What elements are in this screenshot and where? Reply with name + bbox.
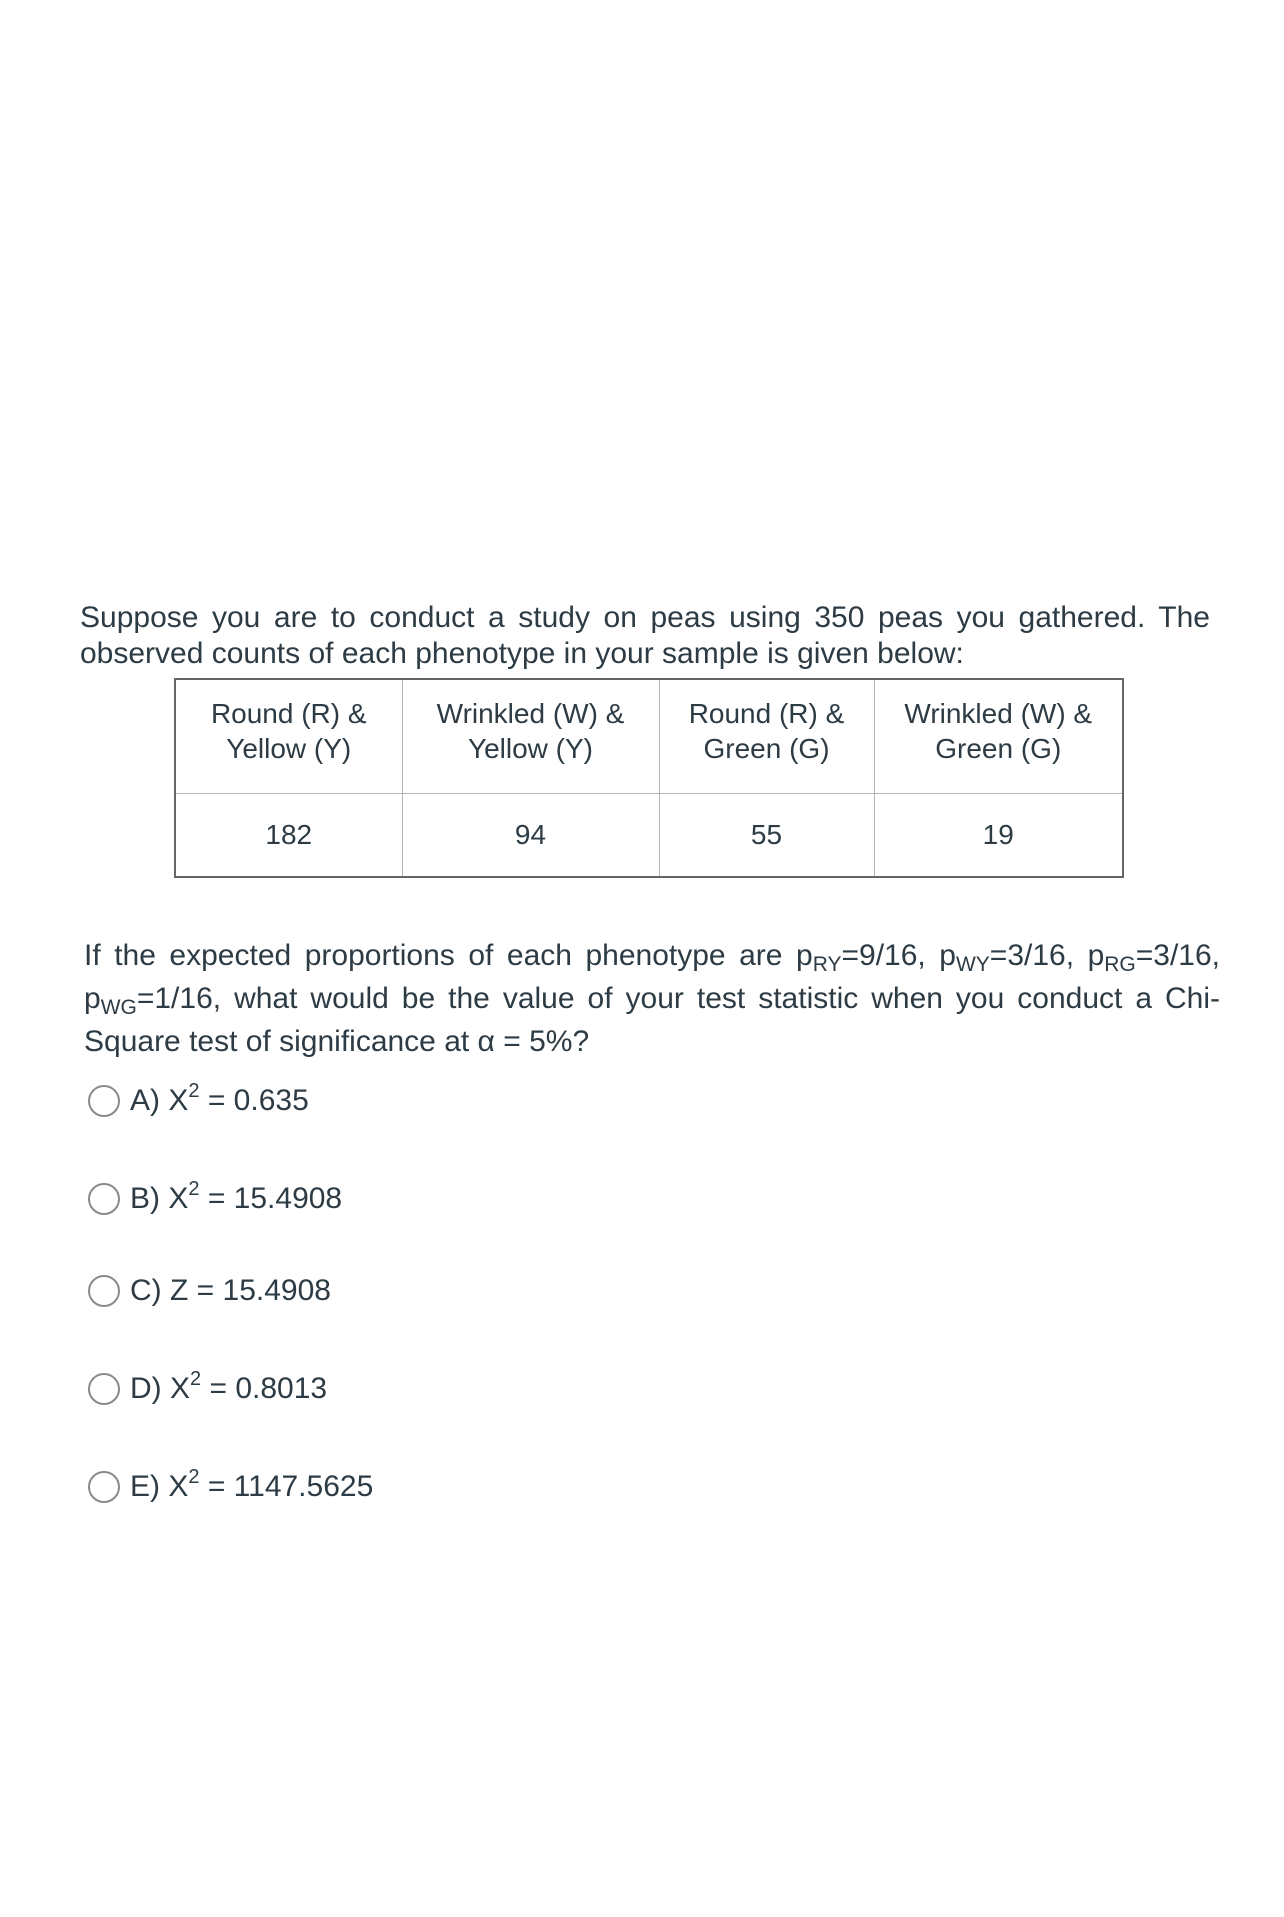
answer-option-c[interactable] [88,1274,331,1308]
radio-button-d[interactable] [88,1373,120,1405]
count-round-green: 55 [659,793,874,877]
p-value-wg: =1/16, [136,982,235,1015]
header-round-yellow [175,679,402,793]
header-line: Yellow (Y) [226,733,352,764]
phenotype-counts-table [174,678,1124,878]
header-line: Green (G) [703,733,830,764]
p-subscript-wg: WG [100,996,137,1019]
count-round-yellow: 182 [175,793,402,877]
p-subscript-rg: RG [1104,953,1136,976]
option-superscript: 2 [188,1178,200,1200]
answer-option-d[interactable] [88,1368,328,1406]
header-wrinkled-yellow [402,679,659,793]
option-value: = 0.8013 [201,1372,328,1405]
radio-button-e[interactable] [88,1471,120,1503]
answer-option-e[interactable] [88,1466,374,1504]
p-subscript-ry: RY [812,953,842,976]
option-label [130,1178,343,1216]
p-letter: p [84,982,101,1015]
option-label [130,1368,328,1406]
p-subscript-wy: WY [955,953,990,976]
option-prefix: E) X [130,1470,189,1503]
header-line: Wrinkled (W) & [904,698,1093,729]
question-text [84,934,1220,1063]
option-prefix: A) X [130,1084,189,1117]
answer-option-a[interactable] [88,1080,309,1118]
p-letter: p [1087,939,1105,972]
header-line: Wrinkled (W) & [436,698,625,729]
p-value-ry: =9/16, [841,939,940,972]
header-line: Green (G) [935,733,1062,764]
option-label [130,1274,331,1308]
option-prefix: D) X [130,1372,190,1405]
header-wrinkled-green [874,679,1123,793]
p-letter: p [796,939,813,972]
answer-option-b[interactable] [88,1178,343,1216]
header-line: Round (R) & [688,698,845,729]
option-value: = 1147.5625 [199,1470,374,1503]
option-superscript: 2 [190,1368,202,1390]
p-value-rg: =3/16, [1135,939,1221,972]
radio-button-c[interactable] [88,1275,120,1307]
option-superscript: 2 [188,1466,200,1488]
radio-button-a[interactable] [88,1085,120,1117]
header-line: Round (R) & [210,698,367,729]
radio-button-b[interactable] [88,1183,120,1215]
option-value: = 15.4908 [199,1182,343,1215]
question-tail: what would be the value of your test statistic when you conduct a Chi-Square test of significance at α = 5%? [84,982,1220,1058]
option-superscript: 2 [188,1080,200,1102]
p-value-wy: =3/16, [989,939,1088,972]
header-round-green [659,679,874,793]
intro-paragraph: Suppose you are to conduct a study on peas using 350 peas you gathered. The observed counts of each phenotype in your sample is given below: [80,601,1210,670]
question-lead: If the expected proportions of each phenotype are [84,939,797,972]
option-value: = 0.635 [199,1084,309,1117]
header-line: Yellow (Y) [467,733,593,764]
count-wrinkled-green: 19 [874,793,1123,877]
table-header-row [175,679,1123,793]
count-wrinkled-yellow: 94 [402,793,659,877]
option-label [130,1466,374,1504]
p-letter: p [939,939,956,972]
table-row [175,793,1123,877]
option-label [130,1080,309,1118]
option-prefix: B) X [130,1182,189,1215]
option-prefix: C) Z = 15.4908 [130,1274,331,1307]
